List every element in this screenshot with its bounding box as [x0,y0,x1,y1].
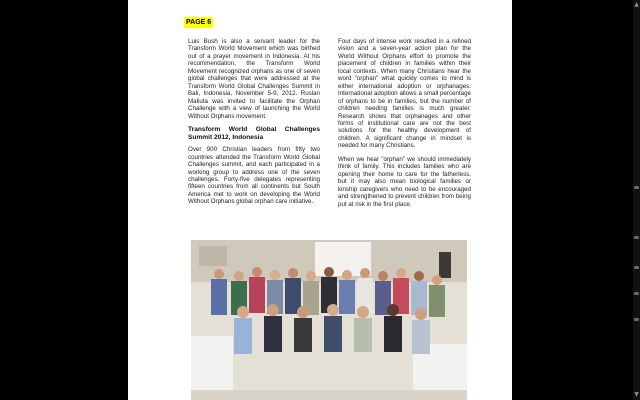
right-column [338,38,471,214]
scroll-down-icon[interactable]: ▼ [634,391,639,398]
right-paragraph-2: When we hear "orphan" we should immediately think of family. This includes families who are opening their home to care for the fatherless, but it may also mean biological families or kinship caregivers who need to be encouraged and strengthened to prevent children from being put at risk in the first place. [338,155,471,208]
left-column [188,38,320,212]
scrollbar-marker [634,236,639,239]
scroll-up-icon[interactable]: ▲ [634,1,639,8]
scrollbar-marker [634,292,639,295]
left-paragraph-2: Over 900 Christian leaders from fifty two countries attended the Transform World Global Challenges summit, and each participated in a working group to address one of the seven challenges. Forty-five delegates representing fifteen countries from all continents but South America met to work on developing the World Without Orphans global orphan care initiative. [188,146,320,206]
scrollbar-thumb[interactable] [634,186,639,189]
section-heading: Transform World Global Challenges Summit 2012, Indonesia [188,125,320,141]
document-page[interactable] [128,0,512,400]
page-label: PAGE 6 [186,19,212,26]
right-paragraph-1: Four days of intense work resulted in a refined vision and a seven-year action plan for the World Without Orphans effort to promote the placement of children in families within their local contexts. When many Christians hear the word "orphan" what quickly comes to mind is either international adoption or orphanages. International adoption allows a small percentage of orphans to be in families, but the number of children needing families is much greater. Research shows that orphanages and other forms of institutional care are not the best solutions for the healthy development of children. A significant change in mindset is needed for many Christians. [338,38,471,150]
scrollbar-marker [634,318,639,321]
group-photo-illustration [191,240,467,400]
left-paragraph-1: Luis Bush is also a servant leader for the Transform World Movement which was birthed out of a prayer movement in Indonesia. At his recommendation, the Transform World Movement recognized orphans as one of seven global challenges that were addressed at the Transform World Global Challenges Summit in Bali, Indonesia, November 5-9, 2012. Ruslan Maliuta was invited to facilitate the Orphan Challenge with a view of launching the World Without Orphans movement. [188,38,320,120]
group-photo [191,240,467,400]
vertical-scrollbar[interactable] [633,0,640,400]
scrollbar-marker [634,266,639,269]
